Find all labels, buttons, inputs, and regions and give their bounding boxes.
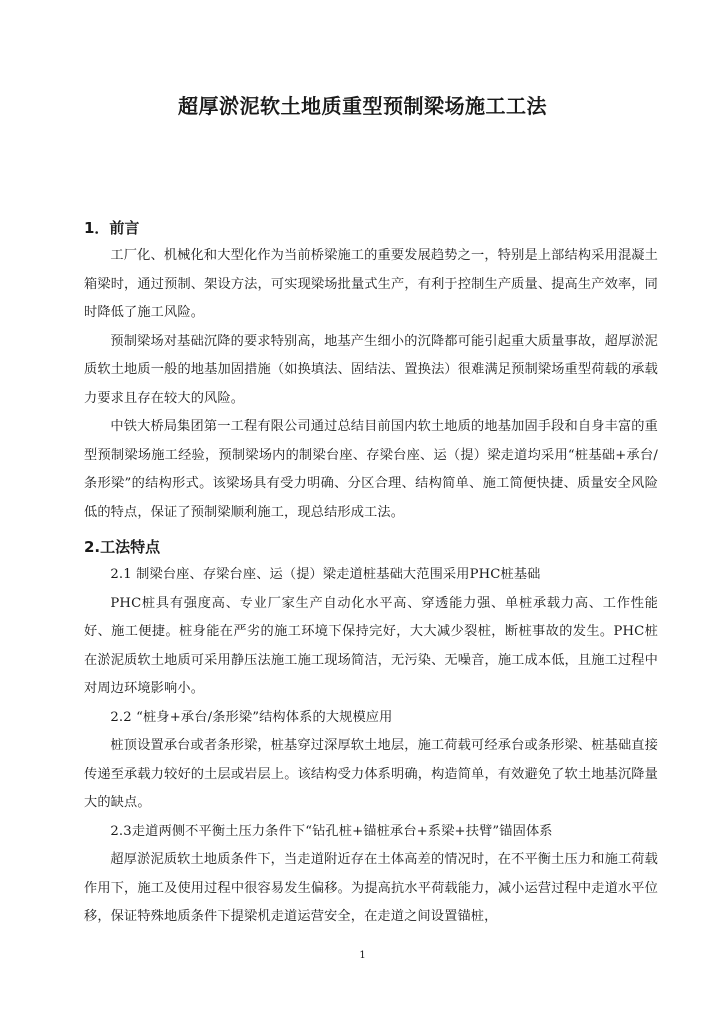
section-heading-preface: 1．前言 (84, 219, 140, 237)
paragraph: 桩顶设置承台或者条形梁，桩基穿过深厚软土地层，施工荷载可经承台或条形梁、桩基础直接传递至承载力较好的土层或岩层上。该结构受力体系明确，构造简单，有效避免了软土地基沉降量大的缺点。 (84, 738, 658, 810)
paragraph: PHC桩具有强度高、专业厂家生产自动化水平高、穿透能力强、单桩承载力高、工作性能好、施工便捷。桩身能在严劣的施工环境下保持完好，大大减少裂桩，断桩事故的发生。PHC桩在淤泥质软土地质可采用静压法施工施工现场简洁，无污染、无噪音，施工成本低，且施工过程中对周边环境影响小。 (84, 595, 658, 696)
page-number: 1 (359, 950, 366, 961)
subsection-title: 2.3走道两侧不平衡土压力条件下“钻孔桩+锚桩承台+系梁+扶臂”锚固体系 (110, 823, 553, 839)
paragraph: 工厂化、机械化和大型化作为当前桥梁施工的重要发展趋势之一，特别是上部结构采用混凝土箱梁时，通过预制、架设方法，可实现梁场批量式生产，有利于控制生产质量、提高生产效率，同时降低了施工风险。 (84, 248, 658, 320)
paragraph: 超厚淤泥质软土地质条件下，当走道附近存在土体高差的情况时，在不平衡土压力和施工荷载作用下，施工及使用过程中很容易发生偏移。为提高抗水平荷载能力，减小运营过程中走道水平位移，保证特殊地质条件下提梁机走道运营安全，在走道之间设置锚桩， (84, 852, 658, 924)
paragraph: 中铁大桥局集团第一工程有限公司通过总结目前国内软土地质的地基加固手段和自身丰富的重型预制梁场施工经验，预制梁场内的制梁台座、存梁台座、运（提）梁走道均采用“桩基础+承台/条形梁”的结构形式。该梁场具有受力明确、分区合理、结构简单、施工简便快捷、质量安全风险低的特点，保证了预制梁顺利施工，现总结形成工法。 (84, 419, 658, 520)
paragraph: 预制梁场对基础沉降的要求特别高，地基产生细小的沉降都可能引起重大质量事故，超厚淤泥质软土地质一般的地基加固措施（如换填法、固结法、置换法）很难满足预制梁场重型荷载的承载力要求且存在较大的风险。 (84, 333, 658, 406)
document-body (84, 216, 658, 932)
subsection-title: 2.2 “桩身+承台/条形梁”结构体系的大规模应用 (110, 709, 393, 725)
subsection-title: 2.1 制梁台座、存梁台座、运（提）梁走道桩基础大范围采用PHC桩基础 (110, 567, 541, 582)
section-heading-features: 2.工法特点 (84, 538, 161, 556)
document-title: 超厚淤泥软土地质重型预制梁场施工工法 (178, 94, 547, 118)
